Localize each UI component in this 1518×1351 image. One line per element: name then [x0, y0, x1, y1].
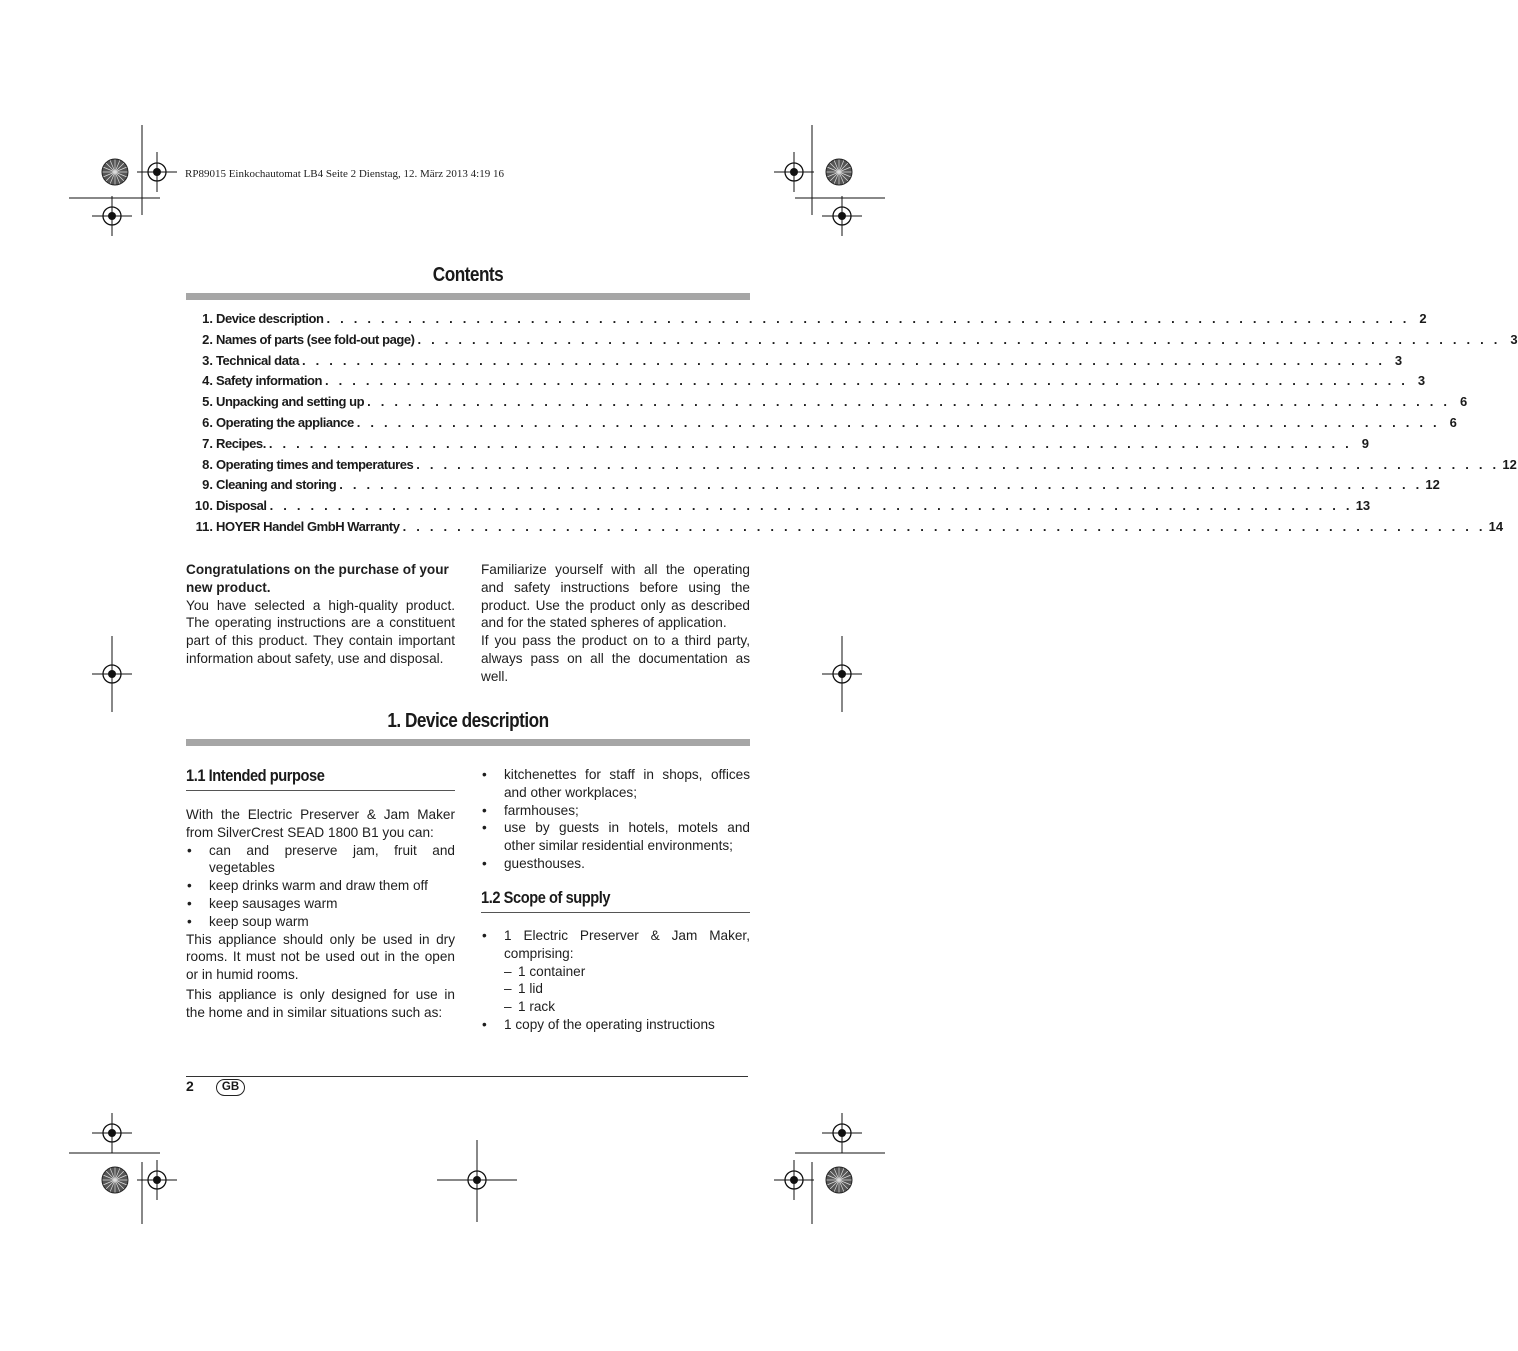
list-item: • keep soup warm: [186, 913, 455, 931]
toc-title: Disposal: [216, 498, 267, 514]
toc-entry[interactable]: [186, 311, 1427, 332]
toc-title: Cleaning and storing: [216, 477, 337, 493]
toc-title: Operating the appliance: [216, 414, 354, 430]
congrats-heading: Congratulations on the purchase of your new product.: [186, 562, 449, 595]
toc-title: Names of parts (see fold-out page): [216, 331, 415, 347]
scope-list: [481, 927, 750, 1034]
toc-page-number: 3: [1510, 331, 1518, 347]
toc-title: Safety information: [216, 373, 323, 389]
toc-entry[interactable]: [186, 331, 1518, 353]
toc-number: 10.: [194, 498, 213, 514]
list-item: • keep sausages warm: [186, 895, 455, 913]
toc-entry[interactable]: [186, 498, 1371, 519]
toc-number: 4.: [202, 373, 213, 389]
subsection-heading: [186, 766, 455, 791]
toc-leader-dots: . . . . . . . . . . . . . . . . . . . . . . . . . . . . . . . . . . . . . . . . . . . . . . . . . . . . . . . . . . . . . . . . . . . . . . . . . . . . . . . .: [302, 352, 1386, 368]
toc-entry[interactable]: [186, 518, 1504, 540]
contents-rule: [186, 293, 750, 300]
list-item: • 1 copy of the operating instructions: [481, 1016, 750, 1034]
intro-paragraph: You have selected a high-quality product. The operating instructions are a constituent part of this product. They contain important information about safety, use and disposal.: [186, 597, 455, 666]
footer-rule: [186, 1076, 748, 1077]
toc-title: Recipes.: [216, 435, 266, 451]
list-item: • keep drinks warm and draw them off: [186, 877, 455, 895]
toc-entry[interactable]: [186, 352, 1403, 374]
dry-rooms-paragraph: This appliance should only be used in dry rooms. It must not be used out in the open or in humid rooms.: [186, 931, 455, 983]
subsection-heading-text: 1.2 Scope of supply: [481, 888, 611, 907]
intro-paragraph: If you pass the product on to a third party, always pass on all the documentation as well.: [481, 633, 750, 684]
table-of-contents: [186, 311, 1518, 540]
intended-lead: With the Electric Preserver & Jam Maker from SilverCrest SEAD 1800 B1 you can:: [186, 807, 455, 840]
toc-leader-dots: . . . . . . . . . . . . . . . . . . . . . . . . . . . . . . . . . . . . . . . . . . . . . . . . . . . . . . . . . . . . . . . . . . . . . . . . . . . . . . . .: [326, 311, 1410, 326]
toc-page-number: 6: [1449, 414, 1457, 430]
list-item: • farmhouses;: [481, 802, 750, 820]
scope-item-text: 1 Electric Preserver & Jam Maker, comprising:: [504, 928, 750, 961]
toc-entry[interactable]: [186, 414, 1457, 436]
places-list: [481, 766, 750, 873]
toc-page-number: 6: [1459, 394, 1468, 410]
toc-page-number: 2: [1419, 311, 1427, 326]
toc-page-number: 9: [1361, 435, 1369, 451]
toc-number: 6.: [202, 414, 213, 430]
toc-title: Operating times and temperatures: [216, 456, 414, 472]
toc-page-number: 14: [1488, 518, 1504, 534]
toc-leader-dots: . . . . . . . . . . . . . . . . . . . . . . . . . . . . . . . . . . . . . . . . . . . . . . . . . . . . . . . . . . . . . . . . . . . . . . . . . . . . . . . .: [268, 435, 1352, 451]
toc-leader-dots: . . . . . . . . . . . . . . . . . . . . . . . . . . . . . . . . . . . . . . . . . . . . . . . . . . . . . . . . . . . . . . . . . . . . . . . . . . . . . . . .: [356, 414, 1440, 430]
intended-purpose-column: [186, 806, 455, 1022]
toc-number: 2.: [202, 331, 213, 347]
toc-number: 3.: [202, 352, 213, 368]
language-badge: GB: [216, 1079, 245, 1096]
toc-leader-dots: . . . . . . . . . . . . . . . . . . . . . . . . . . . . . . . . . . . . . . . . . . . . . . . . . . . . . . . . . . . . . . . . . . . . . . . . . . . . . . . .: [325, 373, 1409, 389]
toc-entry[interactable]: [186, 435, 1369, 457]
toc-number: 8.: [202, 456, 213, 472]
list-item: • kitchenettes for staff in shops, offices and other workplaces;: [481, 766, 750, 802]
toc-number: 5.: [202, 394, 213, 410]
toc-title: Device description: [216, 311, 324, 326]
intro-paragraph: Familiarize yourself with all the operating and safety instructions before using the product. Use the product only as described and for the stated spheres of application.: [481, 562, 750, 631]
toc-page-number: 3: [1394, 352, 1403, 368]
toc-entry[interactable]: [186, 456, 1517, 478]
toc-entry[interactable]: [186, 373, 1426, 394]
toc-entry[interactable]: [186, 477, 1440, 498]
toc-leader-dots: . . . . . . . . . . . . . . . . . . . . . . . . . . . . . . . . . . . . . . . . . . . . . . . . . . . . . . . . . . . . . . . . . . . . . . . . . . . . . . . .: [402, 518, 1486, 534]
toc-page-number: 3: [1417, 373, 1426, 389]
intro-right-column: [481, 561, 750, 686]
uses-list: [186, 842, 455, 931]
subsection-heading: [481, 888, 750, 913]
section-title: 1. Device description: [387, 710, 549, 732]
places-column: [481, 766, 750, 873]
toc-leader-dots: . . . . . . . . . . . . . . . . . . . . . . . . . . . . . . . . . . . . . . . . . . . . . . . . . . . . . . . . . . . . . . . . . . . . . . . . . . . . . . . .: [367, 394, 1451, 410]
sub-list-item: – 1 container: [504, 963, 750, 981]
print-slug: RP89015 Einkochautomat LB4 Seite 2 Dienstag, 12. März 2013 4:19 16: [185, 168, 504, 180]
scope-column: [481, 927, 750, 1034]
toc-number: 7.: [202, 435, 213, 451]
list-item: • guesthouses.: [481, 855, 750, 873]
list-item: [481, 927, 750, 1016]
toc-number: 9.: [202, 477, 213, 493]
toc-page-number: 13: [1355, 498, 1371, 514]
page-number: 2: [186, 1078, 194, 1094]
toc-number: 1.: [202, 311, 213, 326]
toc-number: 11.: [195, 518, 213, 534]
toc-entry[interactable]: [186, 394, 1468, 415]
toc-leader-dots: . . . . . . . . . . . . . . . . . . . . . . . . . . . . . . . . . . . . . . . . . . . . . . . . . . . . . . . . . . . . . . . . . . . . . . . . . . . . . . . .: [339, 477, 1423, 493]
subsection-heading-text: 1.1 Intended purpose: [186, 766, 325, 785]
intro-left-column: [186, 561, 455, 668]
section-rule: [186, 739, 750, 746]
toc-title: HOYER Handel GmbH Warranty: [216, 518, 400, 534]
scope-sublist: [504, 963, 750, 1016]
toc-leader-dots: . . . . . . . . . . . . . . . . . . . . . . . . . . . . . . . . . . . . . . . . . . . . . . . . . . . . . . . . . . . . . . . . . . . . . . . . . . . . . . . .: [417, 331, 1501, 347]
list-item: • use by guests in hotels, motels and other similar residential environments;: [481, 819, 750, 855]
toc-page-number: 12: [1425, 477, 1440, 493]
list-item: • can and preserve jam, fruit and vegetables: [186, 842, 455, 878]
home-use-paragraph: This appliance is only designed for use in the home and in similar situations such as:: [186, 986, 455, 1020]
toc-leader-dots: . . . . . . . . . . . . . . . . . . . . . . . . . . . . . . . . . . . . . . . . . . . . . . . . . . . . . . . . . . . . . . . . . . . . . . . . . . . . . . . .: [269, 498, 1353, 514]
contents-title: Contents: [432, 264, 504, 286]
toc-title: Unpacking and setting up: [216, 394, 365, 410]
toc-page-number: 12: [1502, 456, 1517, 472]
toc-title: Technical data: [216, 352, 300, 368]
sub-list-item: – 1 rack: [504, 998, 750, 1016]
toc-leader-dots: . . . . . . . . . . . . . . . . . . . . . . . . . . . . . . . . . . . . . . . . . . . . . . . . . . . . . . . . . . . . . . . . . . . . . . . . . . . . . . . .: [416, 456, 1500, 472]
sub-list-item: – 1 lid: [504, 980, 750, 998]
